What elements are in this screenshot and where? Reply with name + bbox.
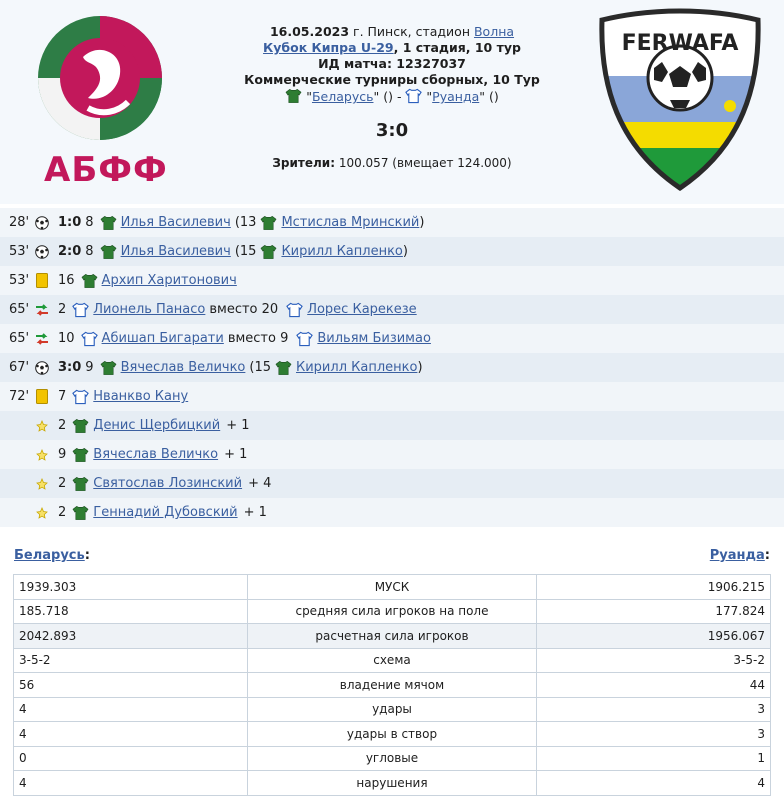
stat-home-value: 56 — [14, 673, 248, 698]
spectators-label: Зрители: — [272, 156, 336, 170]
event-row — [0, 353, 784, 382]
home-federation-logo — [28, 12, 178, 192]
player-number: 2 — [58, 505, 67, 520]
rating-star-icon — [32, 445, 52, 465]
spectators-value: 100.057 (вмещает 124.000) — [335, 156, 512, 170]
goal-ball-icon — [32, 213, 52, 233]
event-suffix: ) — [402, 244, 408, 259]
home-team-link[interactable]: Беларусь — [311, 89, 374, 104]
assist-player-link[interactable]: Лорес Карекезе — [307, 302, 417, 317]
home-logo-text: АБФФ — [44, 150, 168, 190]
away-team-link[interactable]: Руанда — [432, 89, 480, 104]
stat-home-value: 0 — [14, 746, 248, 771]
stat-home-value: 1939.303 — [14, 575, 248, 600]
stat-label: средняя сила игроков на поле — [247, 599, 537, 624]
home-jersey-icon — [260, 244, 277, 260]
player-number: 9 — [58, 447, 67, 462]
assist-player-link[interactable]: Кирилл Капленко — [281, 244, 403, 259]
stats-row — [14, 648, 771, 673]
stat-away-value: 3 — [537, 697, 771, 722]
home-jersey-icon — [100, 244, 117, 260]
teams-line — [220, 88, 564, 105]
stat-label: удары в створ — [247, 722, 537, 747]
stat-label: удары — [247, 697, 537, 722]
player-number: 7 — [58, 389, 67, 404]
stat-label: угловые — [247, 746, 537, 771]
away-jersey-icon — [81, 331, 98, 347]
player-link[interactable]: Святослав Лозинский — [93, 476, 243, 491]
player-link[interactable]: Илья Василевич — [120, 244, 231, 259]
event-row — [0, 295, 784, 324]
event-score: 2:0 — [58, 244, 82, 259]
goal-ball-icon — [32, 358, 52, 378]
stat-home-value: 2042.893 — [14, 624, 248, 649]
sub-instead: вместо 20 — [209, 302, 279, 317]
substitution-icon — [32, 329, 52, 349]
home-jersey-icon — [100, 360, 117, 376]
commercial-tournament: Коммерческие турниры сборных, 10 Тур — [244, 72, 540, 87]
home-jersey-icon — [285, 88, 302, 104]
stats-row — [14, 697, 771, 722]
stats-away-team-link[interactable]: Руанда — [709, 548, 765, 563]
stat-home-value: 185.718 — [14, 599, 248, 624]
quote: " — [479, 89, 485, 104]
stats-row — [14, 722, 771, 747]
colon: : — [764, 548, 770, 563]
player-number: 8 — [85, 244, 94, 259]
stat-home-value: 4 — [14, 697, 248, 722]
match-events — [0, 208, 784, 527]
yellow-card-icon — [32, 387, 52, 407]
home-jersey-icon — [72, 447, 89, 463]
player-link[interactable]: Абишап Бигарати — [101, 331, 224, 346]
sub-instead: вместо 9 — [227, 331, 289, 346]
match-date-line — [220, 24, 564, 40]
event-row — [0, 498, 784, 527]
stage-text: , 1 стадия, 10 тур — [393, 40, 521, 55]
player-link[interactable]: Геннадий Дубовский — [93, 505, 238, 520]
quote: " — [306, 89, 312, 104]
away-jersey-icon — [405, 88, 422, 104]
dash: - — [392, 89, 406, 104]
home-jersey-icon — [72, 476, 89, 492]
event-minute: 65' — [9, 302, 30, 317]
event-suffix: ) — [417, 360, 423, 375]
stats-row — [14, 746, 771, 771]
event-minute: 53' — [9, 244, 30, 259]
match-id: ИД матча: 12327037 — [318, 56, 466, 71]
stat-away-value: 177.824 — [537, 599, 771, 624]
stat-home-value: 3-5-2 — [14, 648, 248, 673]
stat-label: владение мячом — [247, 673, 537, 698]
away-jersey-icon — [286, 302, 303, 318]
stats-row — [14, 624, 771, 649]
event-row — [0, 324, 784, 353]
event-score: 3:0 — [58, 360, 82, 375]
player-link[interactable]: Вячеслав Величко — [120, 360, 246, 375]
assist-player-link[interactable]: Вильям Бизимао — [317, 331, 431, 346]
stats-home-team-link[interactable]: Беларусь — [14, 548, 85, 563]
event-row — [0, 382, 784, 411]
yellow-card-icon — [32, 271, 52, 291]
stat-label: схема — [247, 648, 537, 673]
player-number: 10 — [58, 331, 75, 346]
substitution-icon — [32, 300, 52, 320]
player-number: 2 — [58, 418, 67, 433]
player-link[interactable]: Лионель Панасо — [93, 302, 206, 317]
goal-ball-icon — [32, 242, 52, 262]
stats-row — [14, 771, 771, 796]
colon: : — [84, 548, 90, 563]
match-city: г. Пинск, стадион — [349, 24, 474, 39]
paren: () — [379, 89, 393, 104]
home-jersey-icon — [260, 215, 277, 231]
stats-row — [14, 599, 771, 624]
stat-away-value: 1906.215 — [537, 575, 771, 600]
player-link[interactable]: Илья Василевич — [120, 215, 231, 230]
spectators-line — [220, 155, 564, 171]
stats-row — [14, 575, 771, 600]
player-number: 9 — [85, 360, 94, 375]
away-jersey-icon — [296, 331, 313, 347]
assist-player-link[interactable]: Мстислав Мринский — [281, 215, 420, 230]
player-number: 2 — [58, 476, 67, 491]
paren: () — [485, 89, 499, 104]
player-number: 8 — [85, 215, 94, 230]
event-row — [0, 237, 784, 266]
event-minute: 53' — [9, 273, 30, 288]
quote: " — [373, 89, 380, 104]
stat-home-value: 4 — [14, 771, 248, 796]
stat-away-value: 3-5-2 — [537, 648, 771, 673]
event-suffix: + 1 — [224, 447, 248, 462]
assist-player-link[interactable]: Кирилл Капленко — [296, 360, 418, 375]
stat-away-value: 4 — [537, 771, 771, 796]
final-score: 3:0 — [375, 120, 409, 141]
stadium-link[interactable]: Волна — [473, 24, 515, 39]
away-jersey-icon — [72, 389, 89, 405]
event-suffix: ) — [419, 215, 425, 230]
event-suffix: + 1 — [243, 505, 267, 520]
tournament-line — [220, 40, 564, 56]
away-federation-logo — [592, 6, 768, 192]
event-row — [0, 266, 784, 295]
stat-away-value: 1 — [537, 746, 771, 771]
home-jersey-icon — [100, 215, 117, 231]
home-jersey-icon — [275, 360, 292, 376]
event-score: 1:0 — [58, 215, 82, 230]
stat-label: расчетная сила игроков — [247, 624, 537, 649]
rating-star-icon — [32, 416, 52, 436]
player-link[interactable]: Денис Щербицкий — [93, 418, 221, 433]
player-link[interactable]: Вячеслав Величко — [93, 447, 219, 462]
player-link[interactable]: Нванкво Кану — [93, 389, 189, 404]
match-date: 16.05.2023 — [269, 24, 350, 39]
away-logo-text: FERWAFA — [621, 31, 739, 56]
away-jersey-icon — [72, 302, 89, 318]
player-number: 2 — [58, 302, 67, 317]
stat-away-value: 1956.067 — [537, 624, 771, 649]
event-minute: 67' — [9, 360, 30, 375]
rating-star-icon — [32, 474, 52, 494]
stats-row — [14, 673, 771, 698]
event-minute: 65' — [9, 331, 30, 346]
stats-home-header — [14, 548, 90, 563]
rating-star-icon — [32, 503, 52, 523]
assist-prefix: (15 — [234, 244, 257, 259]
event-row — [0, 440, 784, 469]
stat-home-value: 4 — [14, 722, 248, 747]
assist-prefix: (13 — [234, 215, 257, 230]
stat-away-value: 3 — [537, 722, 771, 747]
player-link[interactable]: Архип Харитонович — [101, 273, 237, 288]
event-suffix: + 1 — [226, 418, 250, 433]
match-header — [0, 0, 784, 204]
stat-label: нарушения — [247, 771, 537, 796]
event-minute: 72' — [9, 389, 30, 404]
home-jersey-icon — [72, 418, 89, 434]
event-suffix: + 4 — [248, 476, 272, 491]
event-row — [0, 469, 784, 498]
home-jersey-icon — [81, 273, 98, 289]
stat-label: МУСК — [247, 575, 537, 600]
assist-prefix: (15 — [249, 360, 271, 375]
event-row — [0, 411, 784, 440]
stats-table — [13, 574, 771, 796]
match-info — [220, 24, 564, 171]
event-minute: 28' — [9, 215, 30, 230]
tournament-link[interactable]: Кубок Кипра U-29 — [263, 40, 394, 55]
event-row — [0, 208, 784, 237]
player-number: 16 — [58, 273, 75, 288]
home-jersey-icon — [72, 505, 89, 521]
stat-away-value: 44 — [537, 673, 771, 698]
quote: " — [426, 89, 433, 104]
stats-away-header — [710, 548, 770, 563]
